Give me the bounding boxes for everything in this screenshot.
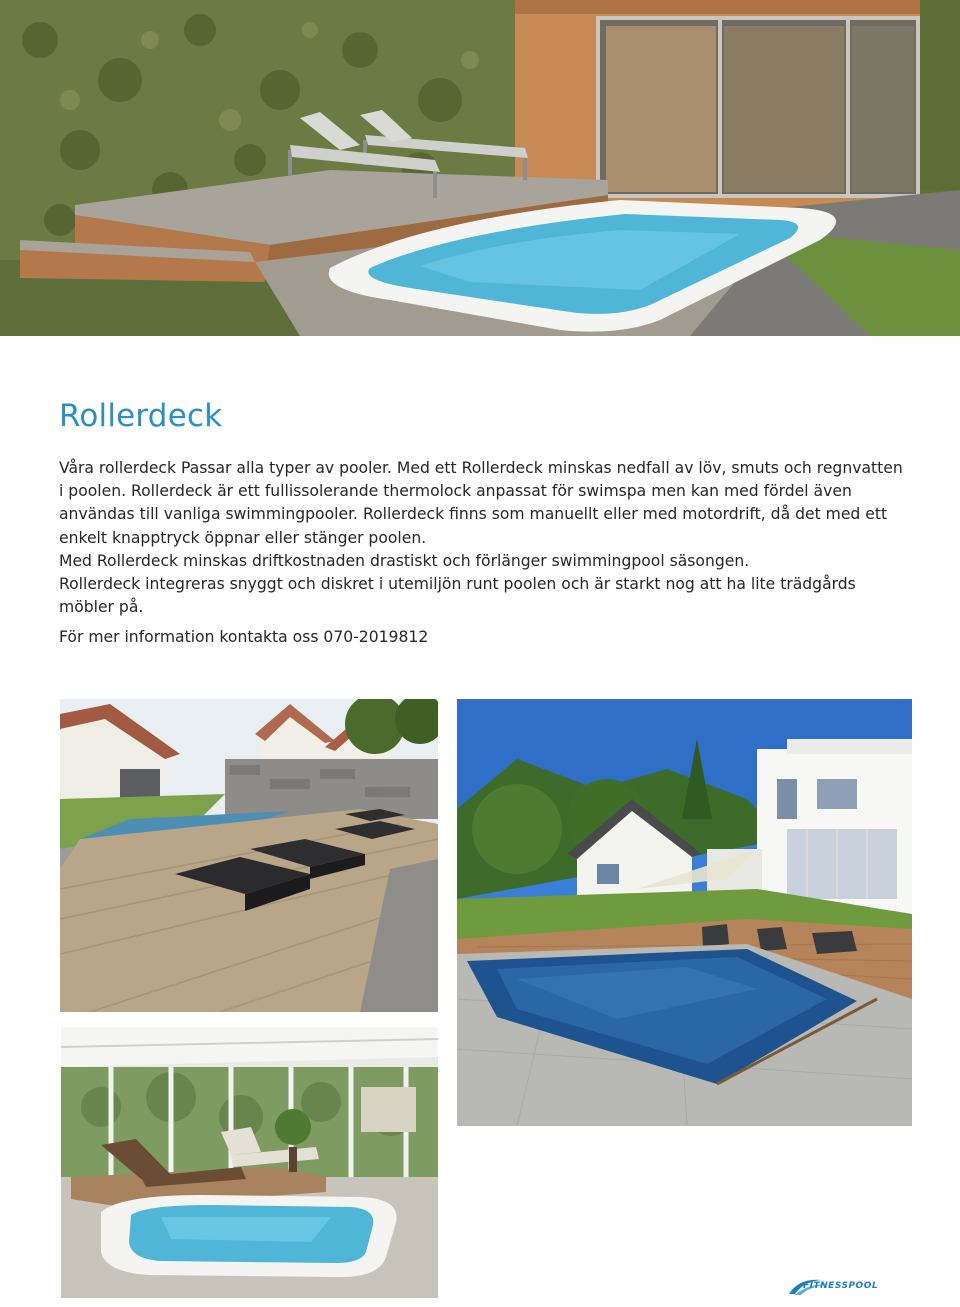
villa-pool-photo [457,699,912,1126]
paragraph-intro: Våra rollerdeck Passar alla typer av pooler. Med ett Rollerdeck minskas nedfall av löv, smuts och regnvatten i poolen. Rollerdeck är ett fullissolerande thermolock anpassat för swimspa men kan med fördel även användas till vanliga swimmingpooler. Rollerdeck finns som manuellt eller med motordrift, då det med ett enkelt knapptryck öppnar eller stänger poolen. [59,459,903,547]
indoor-spa-photo [61,1027,438,1298]
contact-info: För mer information kontakta oss 070-2019812 [59,628,429,646]
hero-photo [0,0,960,336]
logo-text: FITNESSPOOL [803,1281,879,1291]
deck-lounger-photo [60,699,438,1012]
paragraph-integration: Rollerdeck integreras snyggt och diskret i utemiljön runt poolen och är starkt nog att ha lite trädgårds möbler på. [59,575,856,617]
description [59,457,909,619]
page-title: Rollerdeck [59,398,223,434]
fitnesspool-logo [785,1274,895,1298]
paragraph-cost: Med Rollerdeck minskas driftkostnaden drastiskt och förlänger swimmingpool säsongen. [59,551,750,570]
